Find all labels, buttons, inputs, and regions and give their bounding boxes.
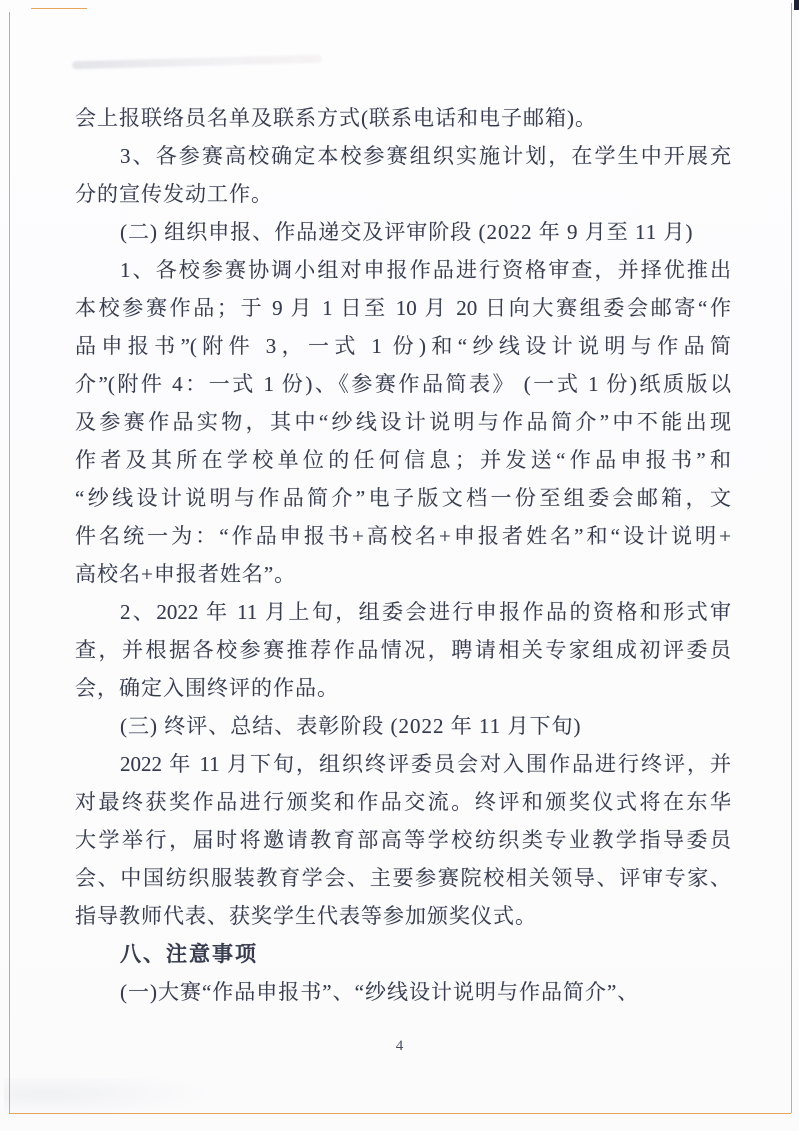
text-line-section-heading: (二) 组织申报、作品递交及评审阶段 (2022 年 9 月至 11 月) bbox=[120, 220, 694, 244]
text-line: (一)大赛“作品申报书”、“纱线设计说明与作品简介”、 bbox=[120, 980, 640, 1004]
text-line: 1、各校参赛协调小组对申报作品进行资格审查，并择优推出 bbox=[120, 258, 731, 282]
text-line: 对最终获奖作品进行颁奖和作品交流。终评和颁奖仪式将在东华 bbox=[75, 790, 731, 814]
text-line: 会，确定入围终评的作品。 bbox=[75, 676, 339, 700]
text-line: 作者及其所在学校单位的任何信息；并发送“作品申报书”和 bbox=[75, 448, 731, 472]
text-line: “纱线设计说明与作品简介”电子版文档一份至组委会邮箱，文 bbox=[75, 486, 731, 510]
text-line-section-heading: (三) 终评、总结、表彰阶段 (2022 年 11 月下旬) bbox=[120, 714, 582, 738]
document-body bbox=[75, 99, 731, 1011]
text-line: 介”(附件 4：一式 1 份)、《参赛作品简表》 (一式 1 份)纸质版以 bbox=[75, 372, 731, 396]
text-line: 2、2022 年 11 月上旬，组委会进行申报作品的资格和形式审 bbox=[120, 600, 731, 624]
text-line: 本校参赛作品；于 9 月 1 日至 10 月 20 日向大赛组委会邮寄“作 bbox=[75, 296, 731, 320]
text-line: 高校名+申报者姓名”。 bbox=[75, 562, 297, 586]
text-line: 品申报书”(附件 3，一式 1 份)和“纱线设计说明与作品简 bbox=[75, 334, 731, 358]
text-line: 3、各参赛高校确定本校参赛组织实施计划，在学生中开展充 bbox=[120, 144, 731, 168]
text-line: 指导教师代表、获奖学生代表等参加颁奖仪式。 bbox=[75, 904, 537, 928]
scan-edge-top-dash bbox=[31, 8, 87, 9]
text-line: 查，并根据各校参赛推荐作品情况，聘请相关专家组成初评委员 bbox=[75, 638, 731, 662]
scan-edge-right bbox=[791, 3, 792, 1113]
text-line: 2022 年 11 月下旬，组织终评委员会对入围作品进行终评，并 bbox=[120, 752, 731, 776]
text-line: 会、中国纺织服装教育学会、主要参赛院校相关领导、评审专家、 bbox=[75, 866, 731, 890]
text-line: 大学举行，届时将邀请教育部高等学校纺织类专业教学指导委员 bbox=[75, 828, 731, 852]
scan-smudge-artifact bbox=[4, 1078, 214, 1118]
text-line: 件名统一为：“作品申报书+高校名+申报者姓名”和“设计说明+ bbox=[75, 524, 731, 548]
text-line: 会上报联络员名单及联系方式(联系电话和电子邮箱)。 bbox=[75, 106, 597, 130]
scan-edge-left bbox=[9, 12, 10, 1114]
scan-streak-artifact bbox=[72, 55, 322, 70]
page-number: 4 bbox=[395, 1038, 404, 1054]
text-line: 分的宣传发动工作。 bbox=[75, 182, 273, 206]
text-line: 及参赛作品实物，其中“纱线设计说明与作品简介”中不能出现 bbox=[75, 410, 731, 434]
text-line-chapter-heading: 八、注意事项 bbox=[120, 942, 258, 966]
scan-corner-mark bbox=[794, 0, 799, 10]
